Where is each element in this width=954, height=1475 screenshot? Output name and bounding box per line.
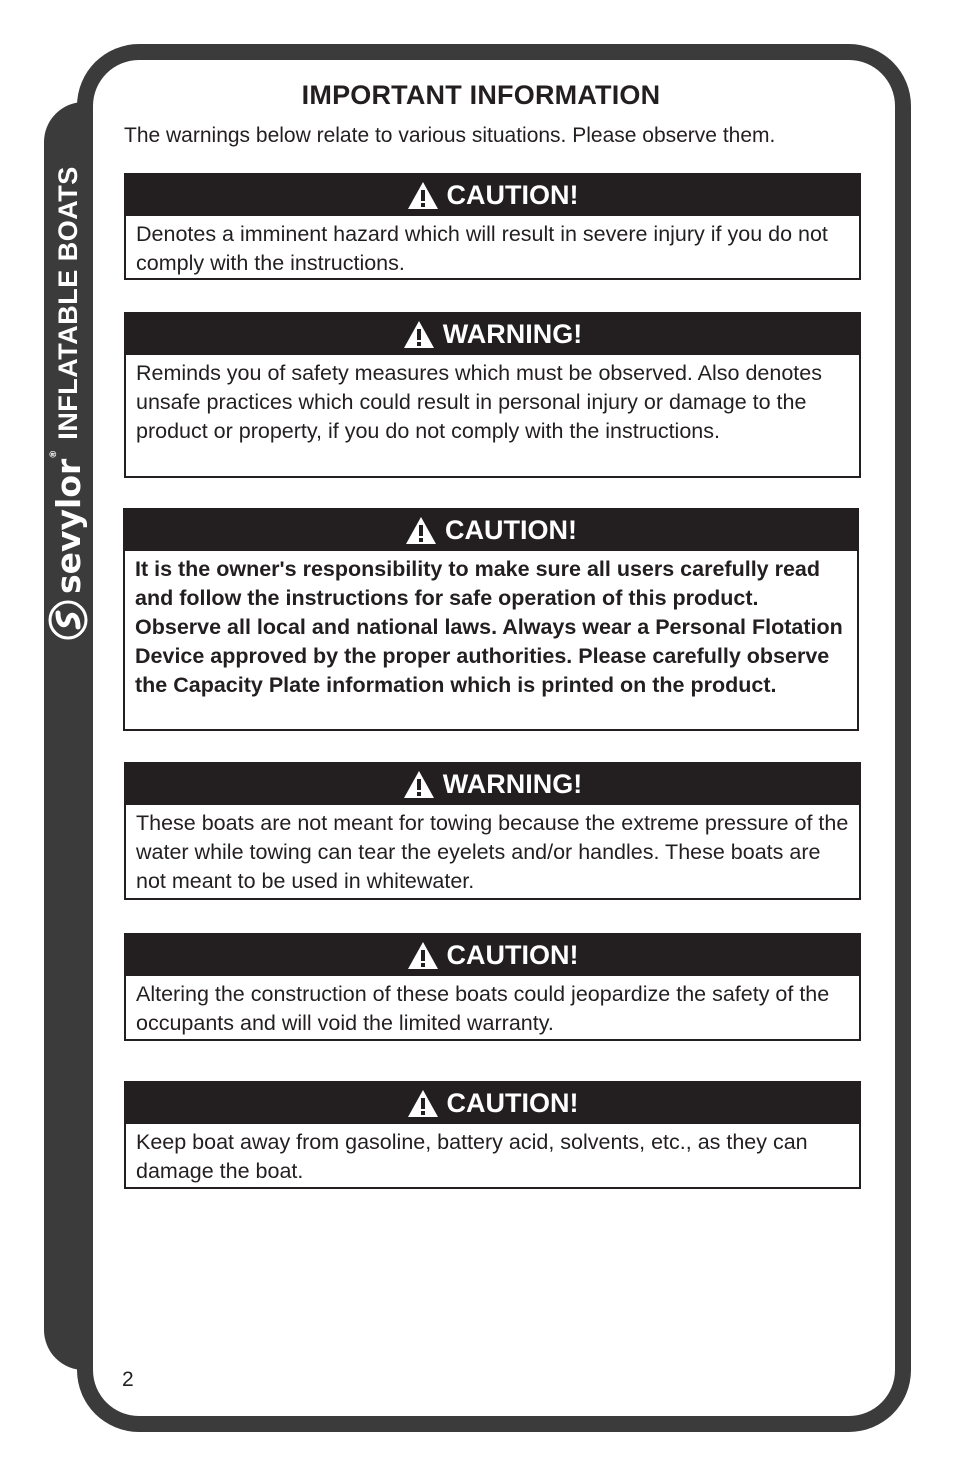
- notice-text: These boats are not meant for towing because the extreme pressure of the water while towing can tear the eyelets and/or handles. These boats are not meant to be used in whitewater.: [136, 811, 849, 893]
- warning-triangle-icon: [407, 941, 439, 970]
- notice-header: [126, 175, 859, 216]
- side-tab-title: INFLATABLE BOATS: [52, 166, 83, 440]
- notice-label: CAUTION!: [446, 1088, 579, 1118]
- notice-header: [126, 935, 859, 976]
- warning-triangle-icon: [407, 1089, 439, 1118]
- notice-text: Reminds you of safety measures which must be observed. Also denotes unsafe practices which could result in personal injury or damage to the product or property, if you do not comply with the instructions.: [136, 361, 822, 443]
- warning-triangle-icon: [405, 516, 437, 545]
- notice-header: [126, 314, 859, 355]
- brand-logo: [48, 450, 88, 640]
- notice-text: Altering the construction of these boats could jeopardize the safety of the occupants and will void the limited warranty.: [136, 982, 830, 1035]
- warning-triangle-icon: [403, 320, 435, 349]
- notice-label: WARNING!: [442, 319, 583, 349]
- notice-label: CAUTION!: [446, 180, 579, 210]
- notice-caution-4: [124, 1081, 861, 1189]
- notice-caution-2: [123, 508, 859, 731]
- notice-caution-3: [124, 933, 861, 1041]
- page-title: IMPORTANT INFORMATION: [301, 80, 661, 110]
- notice-label: CAUTION!: [445, 515, 577, 545]
- notice-label: CAUTION!: [446, 940, 579, 970]
- notice-caution-1: [124, 173, 861, 280]
- warning-triangle-icon: [403, 770, 435, 799]
- notice-warning-1: [124, 312, 861, 478]
- notice-label: WARNING!: [442, 769, 583, 799]
- notice-text: Denotes a imminent hazard which will result in severe injury if you do not comply with the instructions.: [136, 222, 828, 275]
- intro-text: The warnings below relate to various situations. Please observe them.: [124, 124, 776, 147]
- notice-text: It is the owner's responsibility to make sure all users carefully read and follow the instructions for safe operation of this product. Observe all local and national laws. Always wear a Personal Flotation Device approved by the proper authorities. Please carefully observe the Capacity Plate information which is printed on the product.: [135, 557, 843, 697]
- brand-name: sevylor®: [48, 449, 88, 594]
- page-number: 2: [122, 1368, 134, 1391]
- notice-header: [125, 510, 857, 551]
- sevylor-logo-icon: [48, 600, 88, 640]
- notice-text: Keep boat away from gasoline, battery acid, solvents, etc., as they can damage the boat.: [136, 1130, 808, 1183]
- notice-warning-2: [124, 762, 861, 900]
- notice-header: [126, 764, 859, 805]
- warning-triangle-icon: [407, 181, 439, 210]
- notice-header: [126, 1083, 859, 1124]
- side-tab-label: [48, 140, 88, 640]
